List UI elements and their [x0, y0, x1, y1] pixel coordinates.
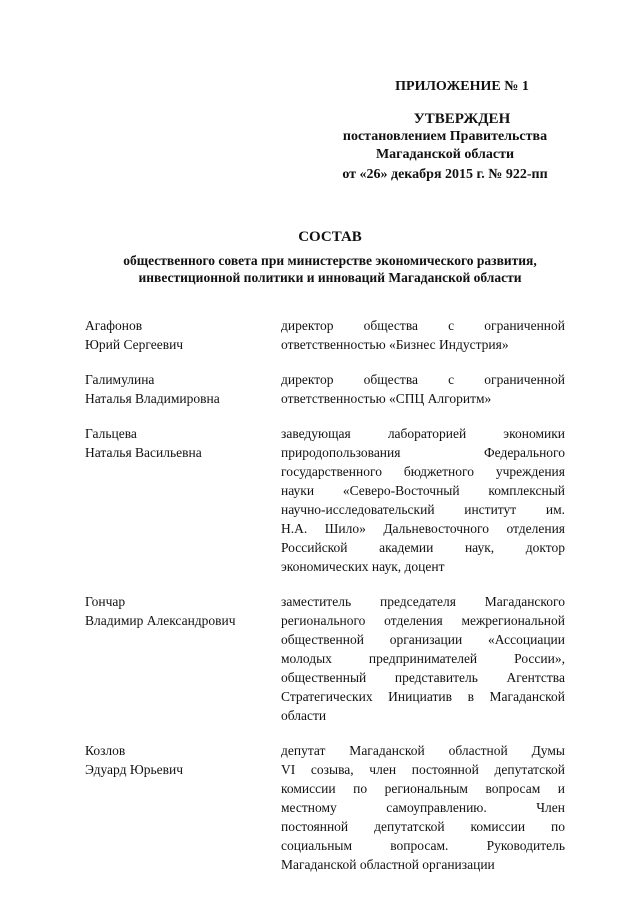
member-position [281, 592, 565, 725]
members-list [85, 316, 565, 890]
member-position-line: директор общества с ограниченной [281, 372, 565, 387]
member-position-line: экономических наук, доцент [281, 559, 445, 574]
member-position-line: VI созыва, член постоянной депутатской [281, 762, 565, 777]
member-row [85, 741, 565, 874]
member-name [85, 370, 281, 408]
member-position [281, 316, 565, 354]
member-name [85, 741, 281, 874]
member-position [281, 741, 565, 874]
document-heading [60, 228, 600, 286]
member-position-line: Магаданской областной организации [281, 857, 495, 872]
member-position-line: Стратегических Инициатив в Магаданской [281, 689, 565, 704]
member-position-line: молодых предпринимателей России», [281, 651, 565, 666]
member-position-line: депутат Магаданской областной Думы [281, 743, 565, 758]
member-name [85, 316, 281, 354]
member-position [281, 370, 565, 408]
member-position-line: Российской академии наук, доктор [281, 540, 565, 555]
member-position-line: ответственностью «СПЦ Алгоритм» [281, 391, 492, 406]
member-position-line: государственного бюджетного учреждения [281, 464, 565, 479]
member-position-line: директор общества с ограниченной [281, 318, 565, 333]
member-row [85, 370, 565, 408]
member-position-line: Н.А. Шило» Дальневосточного отделения [281, 521, 565, 536]
member-surname: Козлов [85, 743, 126, 758]
approval-line-2: Магаданской области [375, 147, 515, 162]
member-position-line: заведующая лабораторией экономики [281, 426, 565, 441]
member-surname: Гальцева [85, 426, 137, 441]
member-position-line: регионального отделения межрегиональной [281, 613, 565, 628]
approval-block [320, 78, 570, 184]
heading-line-2: инвестиционной политики и инноваций Магаданской области [138, 270, 522, 285]
member-position-line: общественной организации «Ассоциации [281, 632, 565, 647]
member-position-line: ответственностью «Бизнес Индустрия» [281, 337, 509, 352]
member-position-line: постоянной депутатской комиссии по [281, 819, 565, 834]
member-position-line: научно-исследовательский институт им. [281, 502, 565, 517]
heading-line-1: общественного совета при министерстве экономического развития, [123, 253, 537, 268]
member-given-names: Наталья Владимировна [85, 391, 220, 406]
member-surname: Гончар [85, 594, 126, 609]
member-name [85, 592, 281, 725]
member-row [85, 592, 565, 725]
member-position-line: заместитель председателя Магаданского [281, 594, 565, 609]
member-position-line: местному самоуправлению. Член [281, 800, 565, 815]
member-surname: Галимулина [85, 372, 155, 387]
decree-reference: от «26» декабря 2015 г. № 922-пп [342, 167, 548, 182]
member-surname: Агафонов [85, 318, 143, 333]
approved-stamp: УТВЕРЖДЕН [413, 111, 511, 127]
member-position-line: социальным вопросам. Руководитель [281, 838, 565, 853]
member-position [281, 424, 565, 576]
member-position-line: науки «Северо-Восточный комплексный [281, 483, 565, 498]
member-given-names: Юрий Сергеевич [85, 337, 184, 352]
member-position-line: природопользования Федерального [281, 445, 565, 460]
annex-number: ПРИЛОЖЕНИЕ № 1 [395, 79, 529, 94]
member-given-names: Эдуард Юрьевич [85, 762, 183, 777]
member-row [85, 316, 565, 354]
approval-line-1: постановлением Правительства [342, 129, 548, 144]
member-position-line: области [281, 708, 327, 723]
member-name [85, 424, 281, 576]
member-position-line: комиссии по региональным вопросам и [281, 781, 565, 796]
member-row [85, 424, 565, 576]
member-given-names: Владимир Александрович [85, 613, 236, 628]
document-title: СОСТАВ [298, 229, 362, 245]
member-position-line: общественный представитель Агентства [281, 670, 565, 685]
member-given-names: Наталья Васильевна [85, 445, 202, 460]
